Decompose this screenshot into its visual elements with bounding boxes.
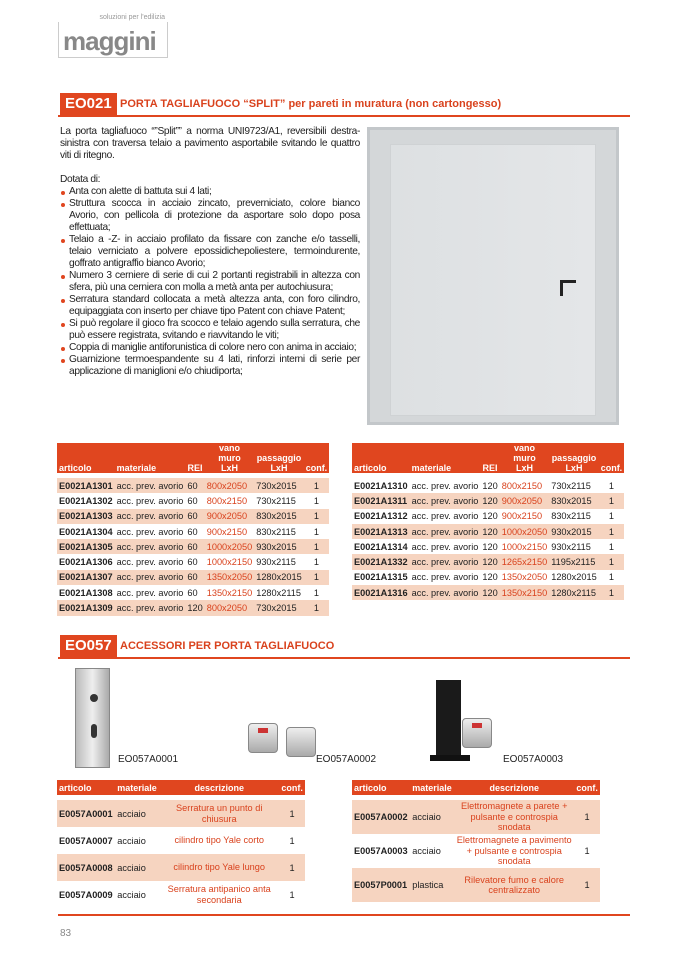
- lock-image: [75, 668, 110, 768]
- cell-materiale: acc. prev. avorio: [410, 554, 481, 569]
- cell-passaggio: 930x2015: [254, 539, 303, 554]
- section-code: EO057: [60, 635, 117, 657]
- cell-conf: 1: [304, 600, 330, 615]
- cell-conf: 1: [608, 480, 614, 491]
- cell-articolo: E0057A0002: [352, 800, 410, 834]
- header-vano-dim: LxH: [220, 463, 238, 473]
- accessory-table-right: [352, 780, 600, 902]
- cell-vano-muro: 900x2150: [206, 526, 248, 537]
- cell-conf: 1: [304, 570, 330, 585]
- header-passaggio-top: passaggio: [551, 453, 597, 463]
- header-materiale: materiale: [115, 443, 186, 473]
- cell-materiale: acciaio: [412, 846, 441, 856]
- cell-articolo: E0021A1306: [59, 557, 113, 568]
- feature-item: Serratura standard collocata a metà altezza anta, con foro cilindro, equipaggiata con inserto per chiave tipo Patent con chiave Patent;: [60, 294, 360, 318]
- header-vano-top: vano muro: [513, 443, 536, 463]
- cell-vano-muro: 900x2150: [501, 511, 543, 522]
- cell-materiale: acc. prev. avorio: [116, 495, 184, 506]
- maggini-logo: [58, 14, 168, 58]
- cell-rei: 120: [482, 511, 498, 522]
- table-row: [57, 881, 305, 908]
- header-conf: conf.: [304, 443, 330, 473]
- cell-materiale: acc. prev. avorio: [410, 524, 481, 539]
- cell-conf: 1: [289, 835, 295, 846]
- cell-passaggio: 1280x2015: [254, 570, 303, 585]
- cell-vano-muro: 900x2050: [205, 509, 254, 524]
- floor-magnet-image: [462, 718, 492, 748]
- section-title: PORTA TAGLIAFUOCO “SPLIT” per pareti in muratura (non cartongesso): [120, 98, 502, 110]
- cell-conf: 1: [599, 585, 625, 600]
- header-articolo: articolo: [57, 780, 115, 795]
- accessory-table-left: [57, 780, 305, 908]
- product-description: [60, 126, 360, 378]
- section-header-eo021: [58, 93, 630, 117]
- table-header: [352, 780, 600, 795]
- cell-articolo: E0057P0001: [352, 868, 410, 902]
- cell-materiale: acc. prev. avorio: [115, 539, 186, 554]
- header-conf: conf.: [599, 443, 625, 473]
- cell-materiale: acc. prev. avorio: [410, 493, 481, 508]
- cell-materiale: acciaio: [117, 889, 146, 900]
- cell-materiale: acciaio: [115, 800, 159, 827]
- table-row: [57, 570, 329, 585]
- footer-divider: [58, 914, 630, 916]
- cell-rei: 60: [185, 478, 204, 493]
- cell-passaggio: 830x2115: [256, 526, 296, 537]
- magnet-image: [248, 723, 278, 753]
- cell-conf: 1: [599, 493, 625, 508]
- cell-articolo: E0021A1315: [354, 572, 408, 583]
- cell-passaggio: 1280x2115: [549, 585, 598, 600]
- cell-rei: 120: [482, 541, 498, 552]
- header-vano: [500, 443, 549, 473]
- cell-rei: 120: [480, 554, 499, 569]
- table-row: [352, 539, 624, 554]
- header-descrizione: descrizione: [454, 780, 574, 795]
- cell-descrizione: Elettromagnete a pavimento + pulsante e controspia snodata: [456, 835, 572, 867]
- cell-passaggio: 830x2015: [254, 509, 303, 524]
- intro-text: La porta tagliafuoco “”Split”” a norma UNI9723/A1, reversibili destra-sinistra con traversa telaio a pavimento asportabile svitando le quattro viti di ritegno.: [60, 126, 360, 161]
- cell-vano-muro: 800x2050: [205, 478, 254, 493]
- cell-conf: 1: [304, 539, 330, 554]
- header-articolo: articolo: [352, 443, 410, 473]
- cell-articolo: E0021A1303: [57, 509, 115, 524]
- floor-stand-base: [430, 755, 470, 761]
- cell-conf: 1: [304, 478, 330, 493]
- cell-articolo: E0021A1313: [352, 524, 410, 539]
- cell-passaggio: 730x2015: [254, 478, 303, 493]
- cell-vano-muro: 800x2150: [501, 480, 543, 491]
- cell-conf: 1: [313, 526, 319, 537]
- cell-articolo: E0021A1307: [57, 570, 115, 585]
- cell-articolo: E0057A0009: [59, 889, 113, 900]
- cell-conf: 1: [279, 854, 305, 881]
- cell-materiale: acc. prev. avorio: [116, 557, 184, 568]
- cell-materiale: acciaio: [115, 854, 159, 881]
- header-passaggio: [254, 443, 303, 473]
- cell-passaggio: 930x2115: [551, 541, 591, 552]
- cell-vano-muro: 1350x2150: [500, 585, 549, 600]
- table-row: [57, 600, 329, 615]
- cell-rei: 60: [187, 587, 198, 598]
- cell-rei: 120: [482, 572, 498, 583]
- cell-materiale: acc. prev. avorio: [411, 511, 479, 522]
- feature-item: Anta con alette di battuta sui 4 lati;: [60, 186, 360, 198]
- cell-passaggio: 930x2115: [256, 557, 296, 568]
- header-conf: conf.: [574, 780, 600, 795]
- features-heading: Dotata di:: [60, 174, 101, 185]
- features-list: [60, 186, 360, 378]
- table-row: [352, 509, 624, 524]
- header-passaggio: [549, 443, 598, 473]
- cell-passaggio: 930x2015: [549, 524, 598, 539]
- table-header: [57, 443, 329, 473]
- header-conf: conf.: [279, 780, 305, 795]
- logo-tagline: soluzioni per l'edilizia: [99, 14, 165, 21]
- cell-rei: 120: [482, 480, 498, 491]
- header-materiale: materiale: [115, 780, 159, 795]
- table-row: [57, 478, 329, 493]
- image-label: EO057A0001: [118, 754, 179, 765]
- cell-rei: 120: [480, 493, 499, 508]
- image-label: EO057A0003: [503, 754, 564, 765]
- header-vano-top: vano muro: [218, 443, 241, 463]
- header-articolo: articolo: [352, 780, 410, 795]
- cell-articolo: E0021A1332: [352, 554, 410, 569]
- cell-materiale: acc. prev. avorio: [116, 526, 184, 537]
- cell-passaggio: 1280x2115: [256, 587, 301, 598]
- cell-passaggio: 830x2115: [551, 511, 591, 522]
- cell-passaggio: 730x2015: [254, 600, 303, 615]
- table-row: [57, 585, 329, 600]
- cell-articolo: E0021A1301: [57, 478, 115, 493]
- cell-conf: 1: [279, 800, 305, 827]
- cell-passaggio: 730x2115: [256, 495, 296, 506]
- logo-name: maggini: [63, 26, 156, 56]
- table-header: [352, 443, 624, 473]
- cell-conf: 1: [599, 524, 625, 539]
- cell-vano-muro: 1000x2150: [206, 557, 253, 568]
- cell-articolo: E0021A1310: [354, 480, 408, 491]
- header-passaggio-dim: LxH: [270, 463, 288, 473]
- cell-rei: 60: [185, 509, 204, 524]
- table-header: [57, 780, 305, 795]
- cell-vano-muro: 1265x2150: [500, 554, 549, 569]
- table-row: [352, 834, 600, 868]
- header-vano: [205, 443, 254, 473]
- section-header-eo057: [58, 635, 630, 659]
- cell-articolo: E0021A1305: [57, 539, 115, 554]
- header-articolo: articolo: [57, 443, 115, 473]
- feature-item: Guarnizione termoespandente su 4 lati, rinforzi interni di serie per applicazione di maniglioni e/o chiudiporta;: [60, 354, 360, 378]
- cell-conf: 1: [574, 800, 600, 834]
- cell-descrizione: Elettromagnete a parete + pulsante e controspia snodata: [454, 800, 574, 834]
- cell-articolo: E0021A1304: [59, 526, 113, 537]
- cell-conf: 1: [313, 557, 319, 568]
- image-label: EO057A0002: [316, 754, 377, 765]
- door-table-right: [352, 443, 624, 600]
- section-code: EO021: [60, 93, 117, 115]
- door-handle: [560, 280, 576, 283]
- cell-vano-muro: 1350x2050: [205, 570, 254, 585]
- table-row: [352, 800, 600, 834]
- cell-rei: 60: [187, 557, 198, 568]
- cell-descrizione: Rilevatore fumo e calore centralizzato: [454, 868, 574, 902]
- table-row: [57, 800, 305, 827]
- table-row: [57, 493, 329, 508]
- cell-articolo: E0021A1316: [352, 585, 410, 600]
- cell-passaggio: 730x2115: [551, 480, 591, 491]
- cell-materiale: acciaio: [117, 835, 146, 846]
- cell-conf: 1: [608, 541, 614, 552]
- cell-materiale: acc. prev. avorio: [116, 587, 184, 598]
- cell-descrizione: cilindro tipo Yale lungo: [159, 854, 279, 881]
- cell-materiale: acc. prev. avorio: [115, 600, 186, 615]
- cell-rei: 120: [480, 585, 499, 600]
- cell-rei: 60: [187, 495, 198, 506]
- table-row: [57, 554, 329, 569]
- cell-vano-muro: 1000x2050: [205, 539, 254, 554]
- cell-passaggio: 1280x2015: [551, 572, 597, 583]
- table-row: [352, 585, 624, 600]
- cell-vano-muro: 800x2050: [205, 600, 254, 615]
- cell-conf: 1: [313, 587, 319, 598]
- cell-articolo: E0057A0007: [59, 835, 113, 846]
- feature-item: Coppia di maniglie antiforunistica di colore nero con anima in acciaio;: [60, 342, 360, 354]
- cell-descrizione: Serratura un punto di chiusura: [159, 800, 279, 827]
- header-vano-dim: LxH: [515, 463, 533, 473]
- feature-item: Struttura scocca in acciaio zincato, preverniciato, colore bianco Avorio, con pellicola di protezione da asportare solo dopo posa effettuata;: [60, 198, 360, 234]
- cell-conf: 1: [313, 495, 319, 506]
- table-row: [352, 570, 624, 585]
- table-row: [57, 509, 329, 524]
- cell-rei: 60: [185, 539, 204, 554]
- cell-materiale: plastica: [410, 868, 454, 902]
- table-row: [352, 524, 624, 539]
- cell-descrizione: cilindro tipo Yale corto: [174, 835, 264, 846]
- cell-materiale: acc. prev. avorio: [115, 509, 186, 524]
- header-materiale: materiale: [410, 443, 481, 473]
- cell-materiale: acc. prev. avorio: [115, 478, 186, 493]
- cell-articolo: E0021A1311: [352, 493, 410, 508]
- cell-conf: 1: [599, 554, 625, 569]
- section-title: ACCESSORI PER PORTA TAGLIAFUOCO: [120, 640, 335, 652]
- cell-materiale: acciaio: [410, 800, 454, 834]
- cell-articolo: E0057A0008: [57, 854, 115, 881]
- cell-articolo: E0021A1312: [354, 511, 408, 522]
- cell-conf: 1: [304, 509, 330, 524]
- cell-materiale: acc. prev. avorio: [411, 572, 479, 583]
- floor-stand-image: [436, 680, 461, 760]
- table-row: [57, 524, 329, 539]
- cell-passaggio: 830x2015: [549, 493, 598, 508]
- cell-vano-muro: 1350x2150: [206, 587, 253, 598]
- table-row: [57, 539, 329, 554]
- cell-passaggio: 1195x2115: [549, 554, 598, 569]
- cell-descrizione: Serratura antipanico anta secondaria: [167, 884, 271, 905]
- table-row: [352, 493, 624, 508]
- cell-conf: 1: [289, 889, 295, 900]
- cell-materiale: acc. prev. avorio: [411, 480, 479, 491]
- table-row: [57, 827, 305, 854]
- cell-articolo: E0057A0003: [354, 846, 408, 856]
- cell-materiale: acc. prev. avorio: [115, 570, 186, 585]
- page-number: 83: [60, 928, 72, 939]
- magnet-plate-image: [286, 727, 316, 757]
- cell-vano-muro: 800x2150: [206, 495, 248, 506]
- cell-conf: 1: [608, 511, 614, 522]
- feature-item: Telaio a -Z- in acciaio profilato da fissare con zanche e/o tasselli, telaio verniciato a polvere epossidichepoliestere, termoindurente, goffrato antigraffio bianco Avorio;: [60, 234, 360, 270]
- cell-materiale: acc. prev. avorio: [410, 585, 481, 600]
- cell-articolo: E0021A1308: [59, 587, 113, 598]
- header-materiale: materiale: [410, 780, 454, 795]
- cell-vano-muro: 1000x2050: [500, 524, 549, 539]
- header-rei: REI: [480, 443, 499, 473]
- cell-conf: 1: [608, 572, 614, 583]
- header-passaggio-dim: LxH: [565, 463, 583, 473]
- fire-door-image: [367, 127, 619, 425]
- cell-rei: 120: [480, 524, 499, 539]
- table-row: [352, 478, 624, 493]
- cell-articolo: E0021A1314: [354, 541, 408, 552]
- cell-materiale: acc. prev. avorio: [411, 541, 479, 552]
- cell-articolo: E0021A1302: [59, 495, 113, 506]
- cell-conf: 1: [574, 868, 600, 902]
- header-passaggio-top: passaggio: [256, 453, 302, 463]
- cell-articolo: E0021A1309: [57, 600, 115, 615]
- table-row: [352, 868, 600, 902]
- cell-rei: 120: [185, 600, 204, 615]
- header-rei: REI: [185, 443, 204, 473]
- cell-vano-muro: 1000x2150: [501, 541, 548, 552]
- cell-articolo: E0057A0001: [57, 800, 115, 827]
- cell-vano-muro: 1350x2050: [501, 572, 548, 583]
- feature-item: Numero 3 cerniere di serie di cui 2 portanti registrabili in altezza con sfera, più una cerniera con molla a metà anta per autochiusura;: [60, 270, 360, 294]
- feature-item: Si può regolare il gioco fra scocco e telaio agendo sulla serratura, che può essere registrata, svitando e riavvitando le viti;: [60, 318, 360, 342]
- table-row: [57, 854, 305, 881]
- cell-conf: 1: [584, 846, 590, 856]
- cell-rei: 60: [187, 526, 198, 537]
- table-row: [352, 554, 624, 569]
- cell-rei: 60: [185, 570, 204, 585]
- door-table-left: [57, 443, 329, 616]
- cell-vano-muro: 900x2050: [500, 493, 549, 508]
- header-descrizione: descrizione: [159, 780, 279, 795]
